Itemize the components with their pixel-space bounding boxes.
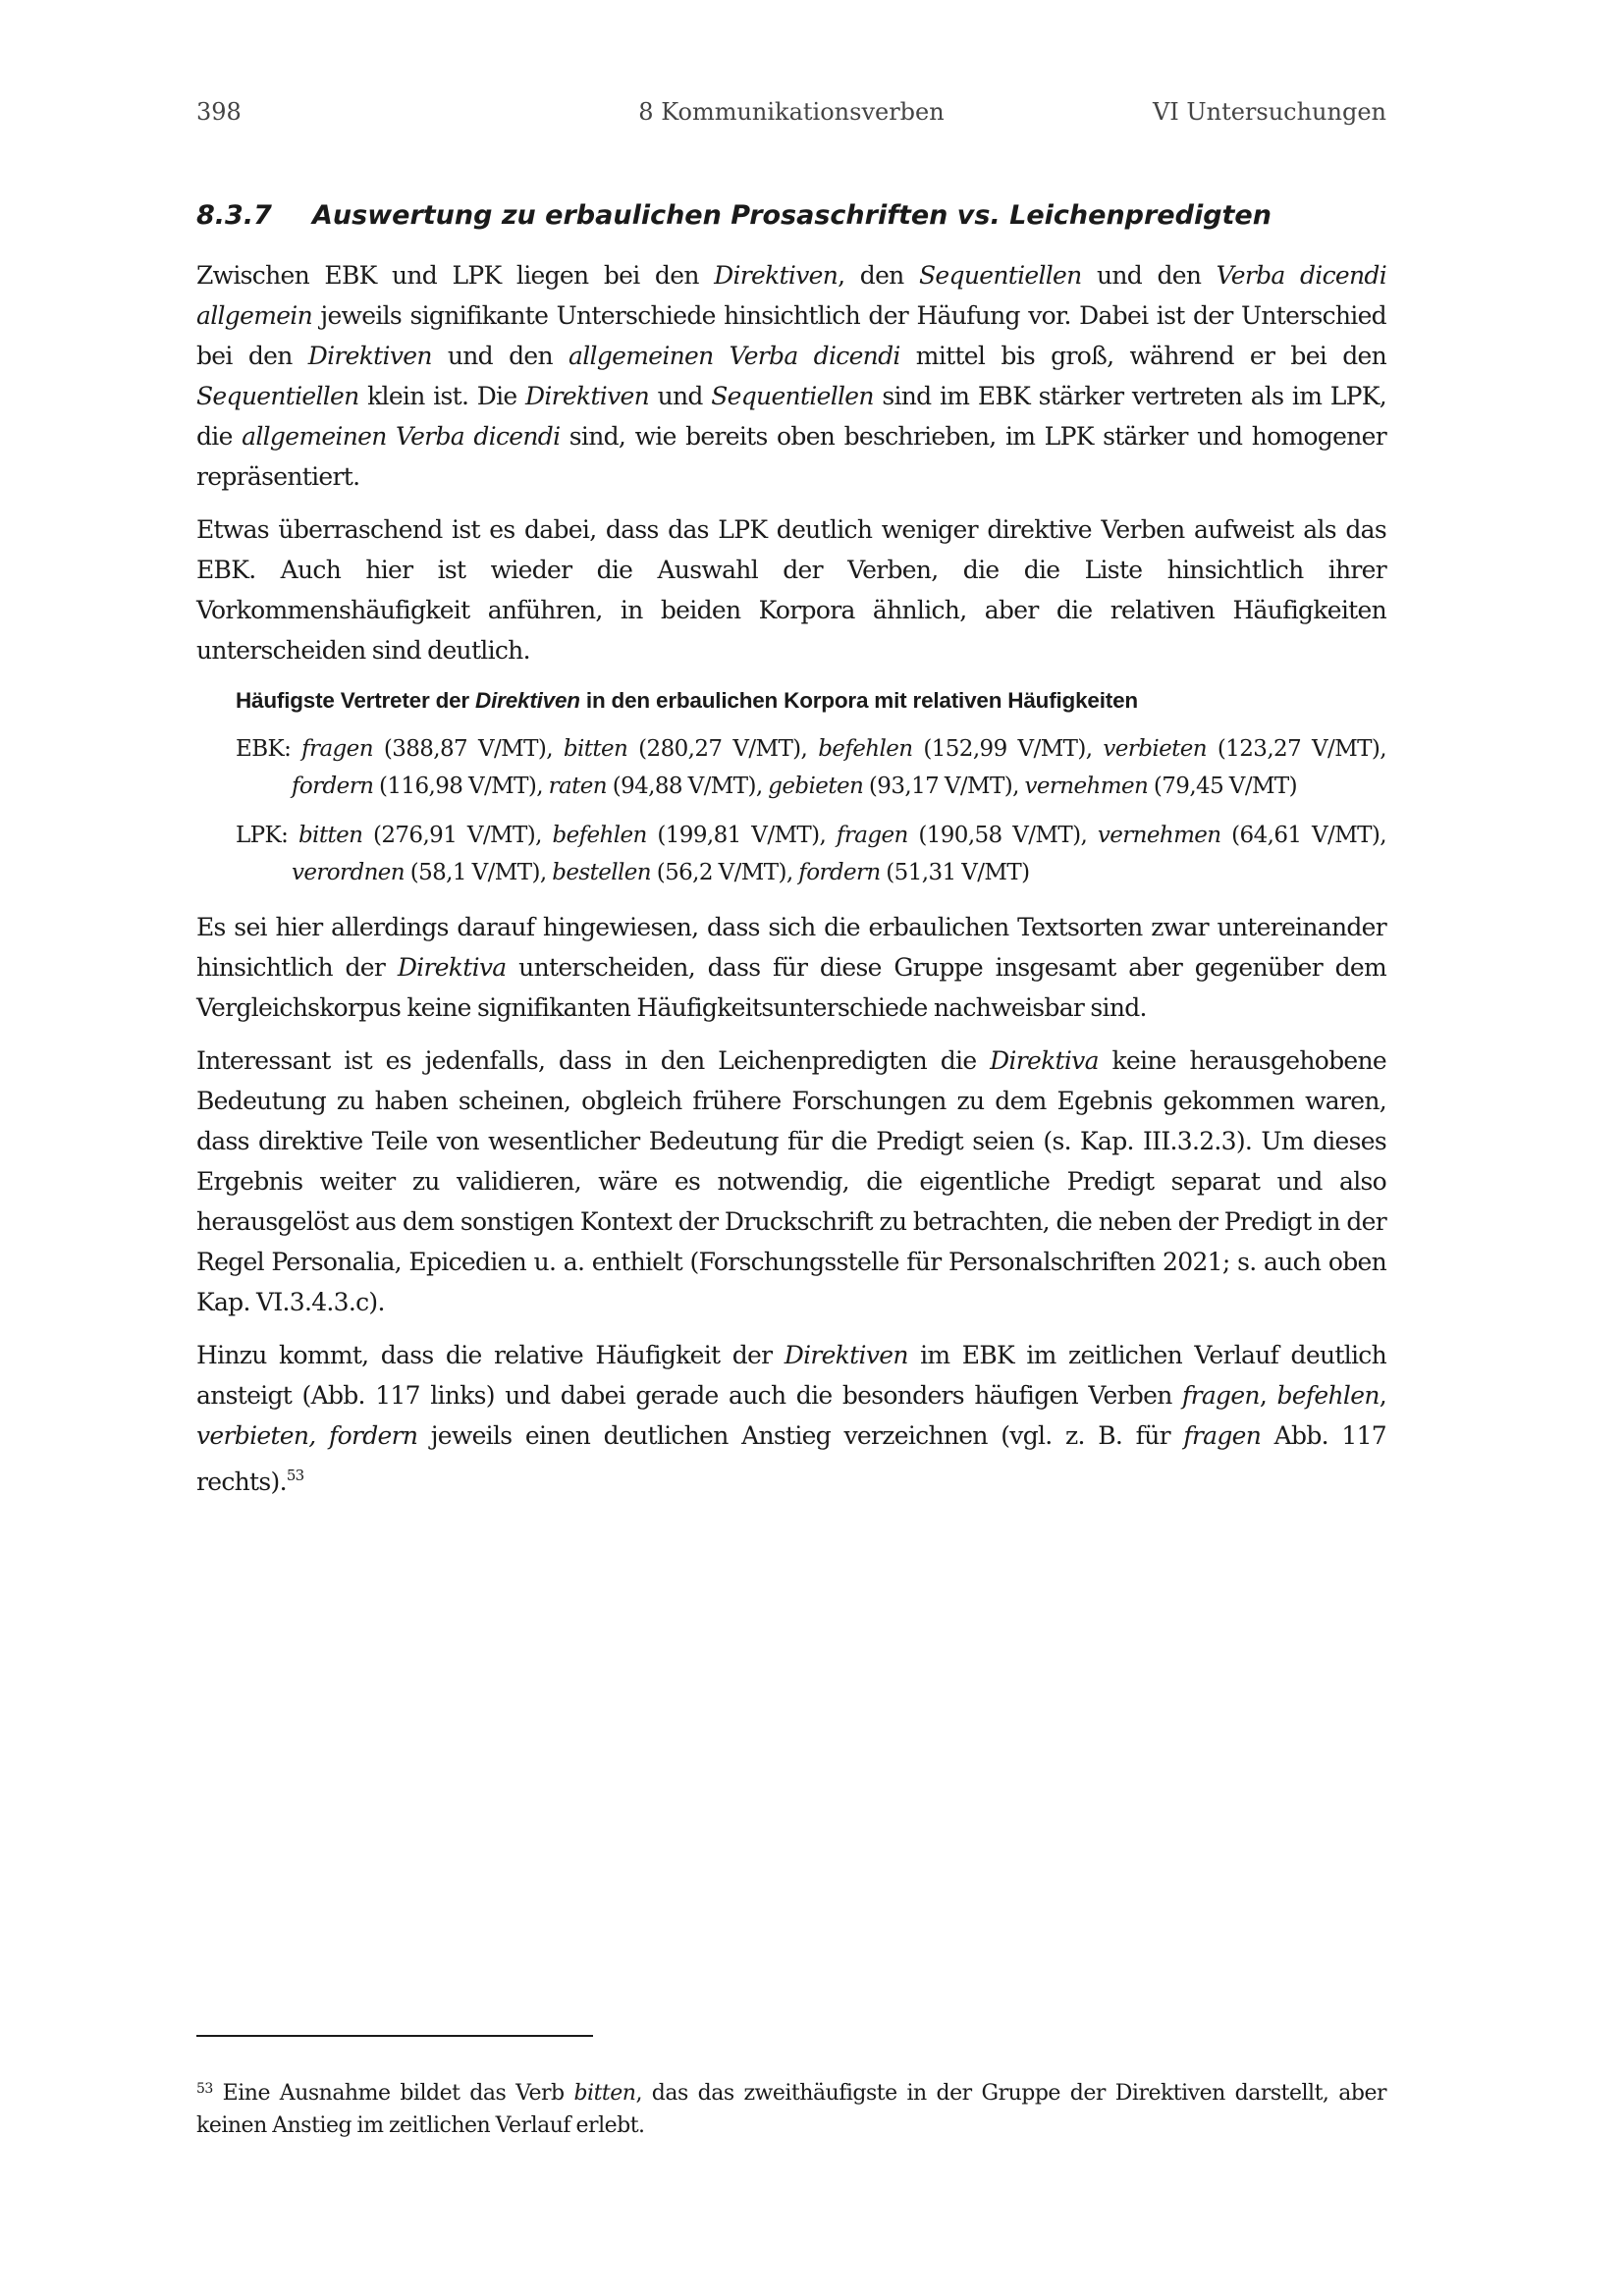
verb: befehlen (552, 823, 647, 848)
italic-term: Direktiva (397, 953, 507, 982)
list-entry-lpk (236, 817, 1386, 891)
text-run: sind im EBK stärker vertreten als im LPK, die (196, 382, 1386, 451)
page-number: 398 (196, 98, 242, 126)
section-title: Auswertung zu erbaulichen Prosaschriften vs. Leichenpredigten (312, 200, 1272, 231)
text-run: , den (838, 261, 919, 290)
paragraph-3 (196, 907, 1386, 1028)
italic-term: allgemeinen Verba dicendi (568, 342, 900, 370)
corpus-label: LPK: (236, 823, 298, 848)
text-run: Abb. 117 rechts). (196, 1421, 1386, 1496)
text-run: , (1259, 1381, 1277, 1410)
verb: fragen (301, 736, 373, 762)
verb: bitten (563, 736, 628, 762)
verb: befehlen (818, 736, 913, 762)
text-run: klein ist. Die (358, 382, 526, 410)
italic-term: Sequentiellen (919, 261, 1082, 290)
frequency: (93,17 V/MT), (863, 774, 1025, 799)
text-run: jeweils einen deutlichen Anstieg verzeichnen (vgl. z. B. für (417, 1421, 1184, 1450)
text-run: mittel bis groß, während er bei den (899, 342, 1387, 370)
italic-term: Sequentiellen (711, 382, 874, 410)
italic-term: Direktiven (525, 382, 650, 410)
frequency: (276,91 V/MT), (362, 823, 553, 848)
verb: fragen (836, 823, 908, 848)
italic-term: fragen (1183, 1421, 1262, 1450)
verb: bestellen (552, 860, 652, 885)
text-run: und den (1081, 261, 1217, 290)
frequency: (94,88 V/MT), (607, 774, 769, 799)
verb: vernehmen (1097, 823, 1221, 848)
text-run: Häufigste Vertreter der (236, 688, 476, 713)
paragraph-5 (196, 1335, 1386, 1502)
italic-term: Direktiven (714, 261, 839, 290)
text-run: , das das zweithäufigste in der Gruppe der Direktiven darstellt, aber keinen Anstieg im zeitlichen Verlauf erlebt. (196, 2081, 1386, 2138)
text-run: Hinzu kommt, dass die relative Häufigkeit der (196, 1341, 785, 1369)
italic-term: verbieten, fordern (196, 1421, 418, 1450)
italic-term: Direktiven (475, 688, 580, 713)
frequency: (79,45 V/MT) (1148, 774, 1298, 799)
verb: bitten (298, 823, 363, 848)
footnote-marker: 53 (196, 2081, 213, 2097)
italic-term: allgemeinen Verba dicendi (242, 422, 561, 451)
frequency: (388,87 V/MT), (372, 736, 564, 762)
footnote-reference[interactable]: 53 (286, 1467, 304, 1484)
frequency: (152,99 V/MT), (912, 736, 1104, 762)
italic-term: Direktiven (307, 342, 432, 370)
list-entry-ebk (236, 730, 1386, 805)
text-run: Zwischen EBK und LPK liegen bei den (196, 261, 715, 290)
frequency: (280,27 V/MT), (627, 736, 819, 762)
italic-term: Sequentiellen (196, 382, 359, 410)
text-run: unterscheiden, dass für diese Gruppe insgesamt aber gegenüber dem Vergleichskorpus keine signifikanten Häufigkeitsunterschiede nachweisbar sind. (196, 953, 1387, 1022)
corpus-label: EBK: (236, 736, 302, 762)
text-run: Interessant ist es jedenfalls, dass in den Leichenpredigten die (196, 1046, 991, 1075)
italic-term: Direktiven (784, 1341, 908, 1369)
text-run: , (1379, 1381, 1386, 1410)
text-run: Es sei hier allerdings darauf hingewiesen, dass sich die erbaulichen Textsorten zwar untereinander hinsichtlich der (196, 913, 1386, 982)
footnote-divider (196, 2035, 593, 2037)
frequency: (51,31 V/MT) (880, 860, 1030, 885)
paragraph-1 (196, 255, 1386, 497)
text-run: in den erbaulichen Korpora mit relativen Häufigkeiten (579, 688, 1138, 713)
text-run: im EBK im zeitlichen Verlauf deutlich ansteigt (Abb. 117 links) und dabei gerade auch die besonders häufigen Verben (196, 1341, 1386, 1410)
footnote-53 (196, 2073, 1386, 2142)
frequency-list (236, 683, 1386, 891)
verb: verbieten (1103, 736, 1207, 762)
verb: vernehmen (1024, 774, 1149, 799)
verb: raten (548, 774, 607, 799)
running-header (196, 98, 1386, 132)
frequency: (123,27 V/MT), (1206, 736, 1386, 762)
text-run: keine herausgehobene Bedeutung zu haben scheinen, obgleich frühere Forschungen zu dem Egebnis gekommen waren, dass direktive Teile von wesentlicher Bedeutung für die Predigt seien (s. Kap. III.3.2.3). Um dieses Ergebnis weiter zu validieren, wäre es notwendig, die eigentliche Predigt separat und also herausgelöst aus dem sonstigen Kontext der Druckschrift zu betrachten, die neben der Predigt in der Regel Personalia, Epicedien u. a. enthielt (Forschungsstelle für Personalschriften 2021; s. auch oben Kap. VI.3.4.3.c). (196, 1046, 1386, 1316)
verb: gebieten (768, 774, 864, 799)
verb: fordern (292, 774, 374, 799)
chapter-title: 8 Kommunikationsverben (638, 98, 945, 126)
section-heading (196, 194, 1386, 238)
italic-term: fragen (1182, 1381, 1260, 1410)
italic-term: befehlen (1276, 1381, 1380, 1410)
italic-term: Verba dicendi allgemein (196, 261, 1386, 330)
main-content (196, 194, 1386, 1515)
part-title: VI Untersuchungen (1152, 98, 1386, 126)
italic-term: Direktiva (990, 1046, 1099, 1075)
paragraph-2: Etwas überraschend ist es dabei, dass das LPK deutlich weniger direktive Verben aufweist als das EBK. Auch hier ist wieder die Auswahl der Verben, die die Liste hinsichtlich ihrer Vorkommenshäufigkeit anführen, in beiden Korpora ähnlich, aber die relativen Häufigkeiten unterscheiden sind deutlich. (196, 515, 1386, 665)
section-number: 8.3.7 (196, 200, 272, 231)
text-run: und (649, 382, 712, 410)
frequency: (116,98 V/MT), (373, 774, 549, 799)
paragraph-4 (196, 1041, 1386, 1322)
frequency: (64,61 V/MT), (1220, 823, 1386, 848)
frequency: (190,58 V/MT), (907, 823, 1098, 848)
verb: fordern (798, 860, 881, 885)
text-run: und den (431, 342, 569, 370)
list-title (236, 683, 1386, 719)
frequency: (199,81 V/MT), (646, 823, 837, 848)
italic-term: bitten (573, 2081, 636, 2106)
text-run: sind, wie bereits oben beschrieben, im LPK stärker und homogener repräsentiert. (196, 422, 1387, 491)
frequency: (56,2 V/MT), (651, 860, 799, 885)
text-run: Eine Ausnahme bildet das Verb (212, 2081, 574, 2106)
verb: verordnen (292, 860, 406, 885)
text-run: jeweils signifikante Unterschiede hinsichtlich der Häufung vor. Dabei ist der Unterschied bei den (196, 301, 1386, 370)
frequency: (58,1 V/MT), (405, 860, 553, 885)
